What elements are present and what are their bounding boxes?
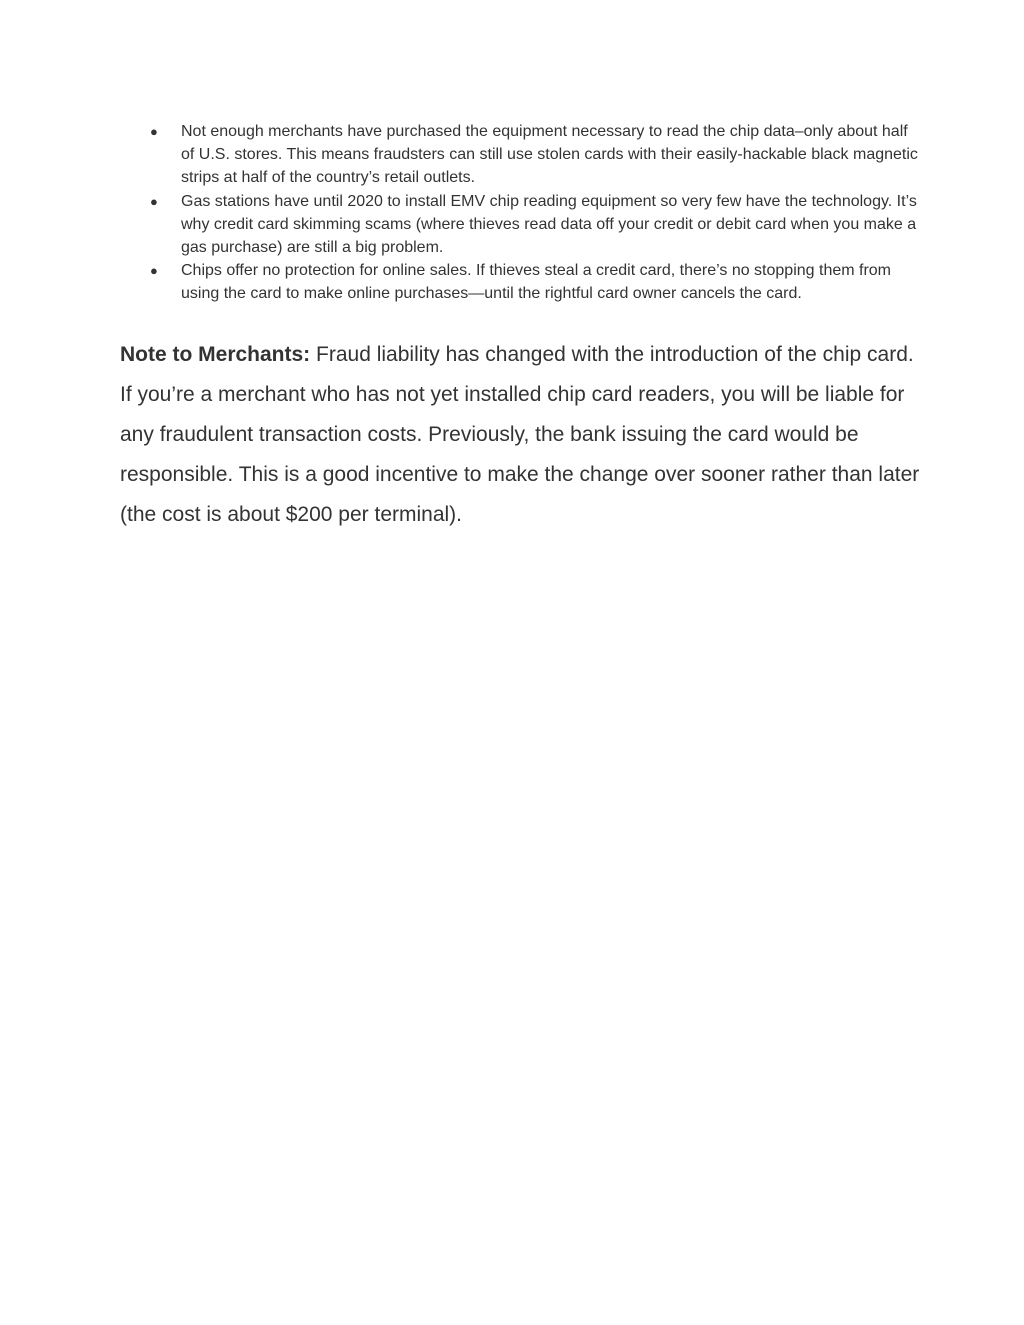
list-item	[148, 190, 918, 260]
list-item-text: Gas stations have until 2020 to install EMV chip reading equipment so very few have the technology. It’s why credit card skimming scams (where thieves read data off your credit or debit card when you make a gas purchase) are still a big problem.	[181, 192, 917, 257]
bullet-marker: ●	[150, 124, 158, 139]
bullet-list	[148, 120, 918, 306]
bullet-marker: ●	[150, 193, 158, 209]
note-label: Note to Merchants:	[120, 343, 311, 366]
list-item-text: Not enough merchants have purchased the equipment necessary to read the chip data–only about half of U.S. stores. This means fraudsters can still use stolen cards with their easily-hackable black magnetic strips at half of the country’s retail outlets.	[181, 123, 918, 187]
list-item	[148, 259, 918, 305]
note-body-text: Fraud liability has changed with the introduction of the chip card. If you’re a merchant who has not yet installed chip card readers, you will be liable for any fraudulent transaction costs. Previously, the bank issuing the card would be responsible. This is a good incentive to make the change over sooner rather than later (the cost is about $200 per terminal).	[120, 343, 920, 526]
bullet-marker: ●	[150, 263, 158, 279]
list-item-text: Chips offer no protection for online sales. If thieves steal a credit card, there’s no stopping them from using the card to make online purchases—until the rightful card owner cancels the card.	[181, 262, 892, 303]
merchant-note-paragraph	[120, 335, 920, 535]
list-item	[148, 120, 918, 190]
